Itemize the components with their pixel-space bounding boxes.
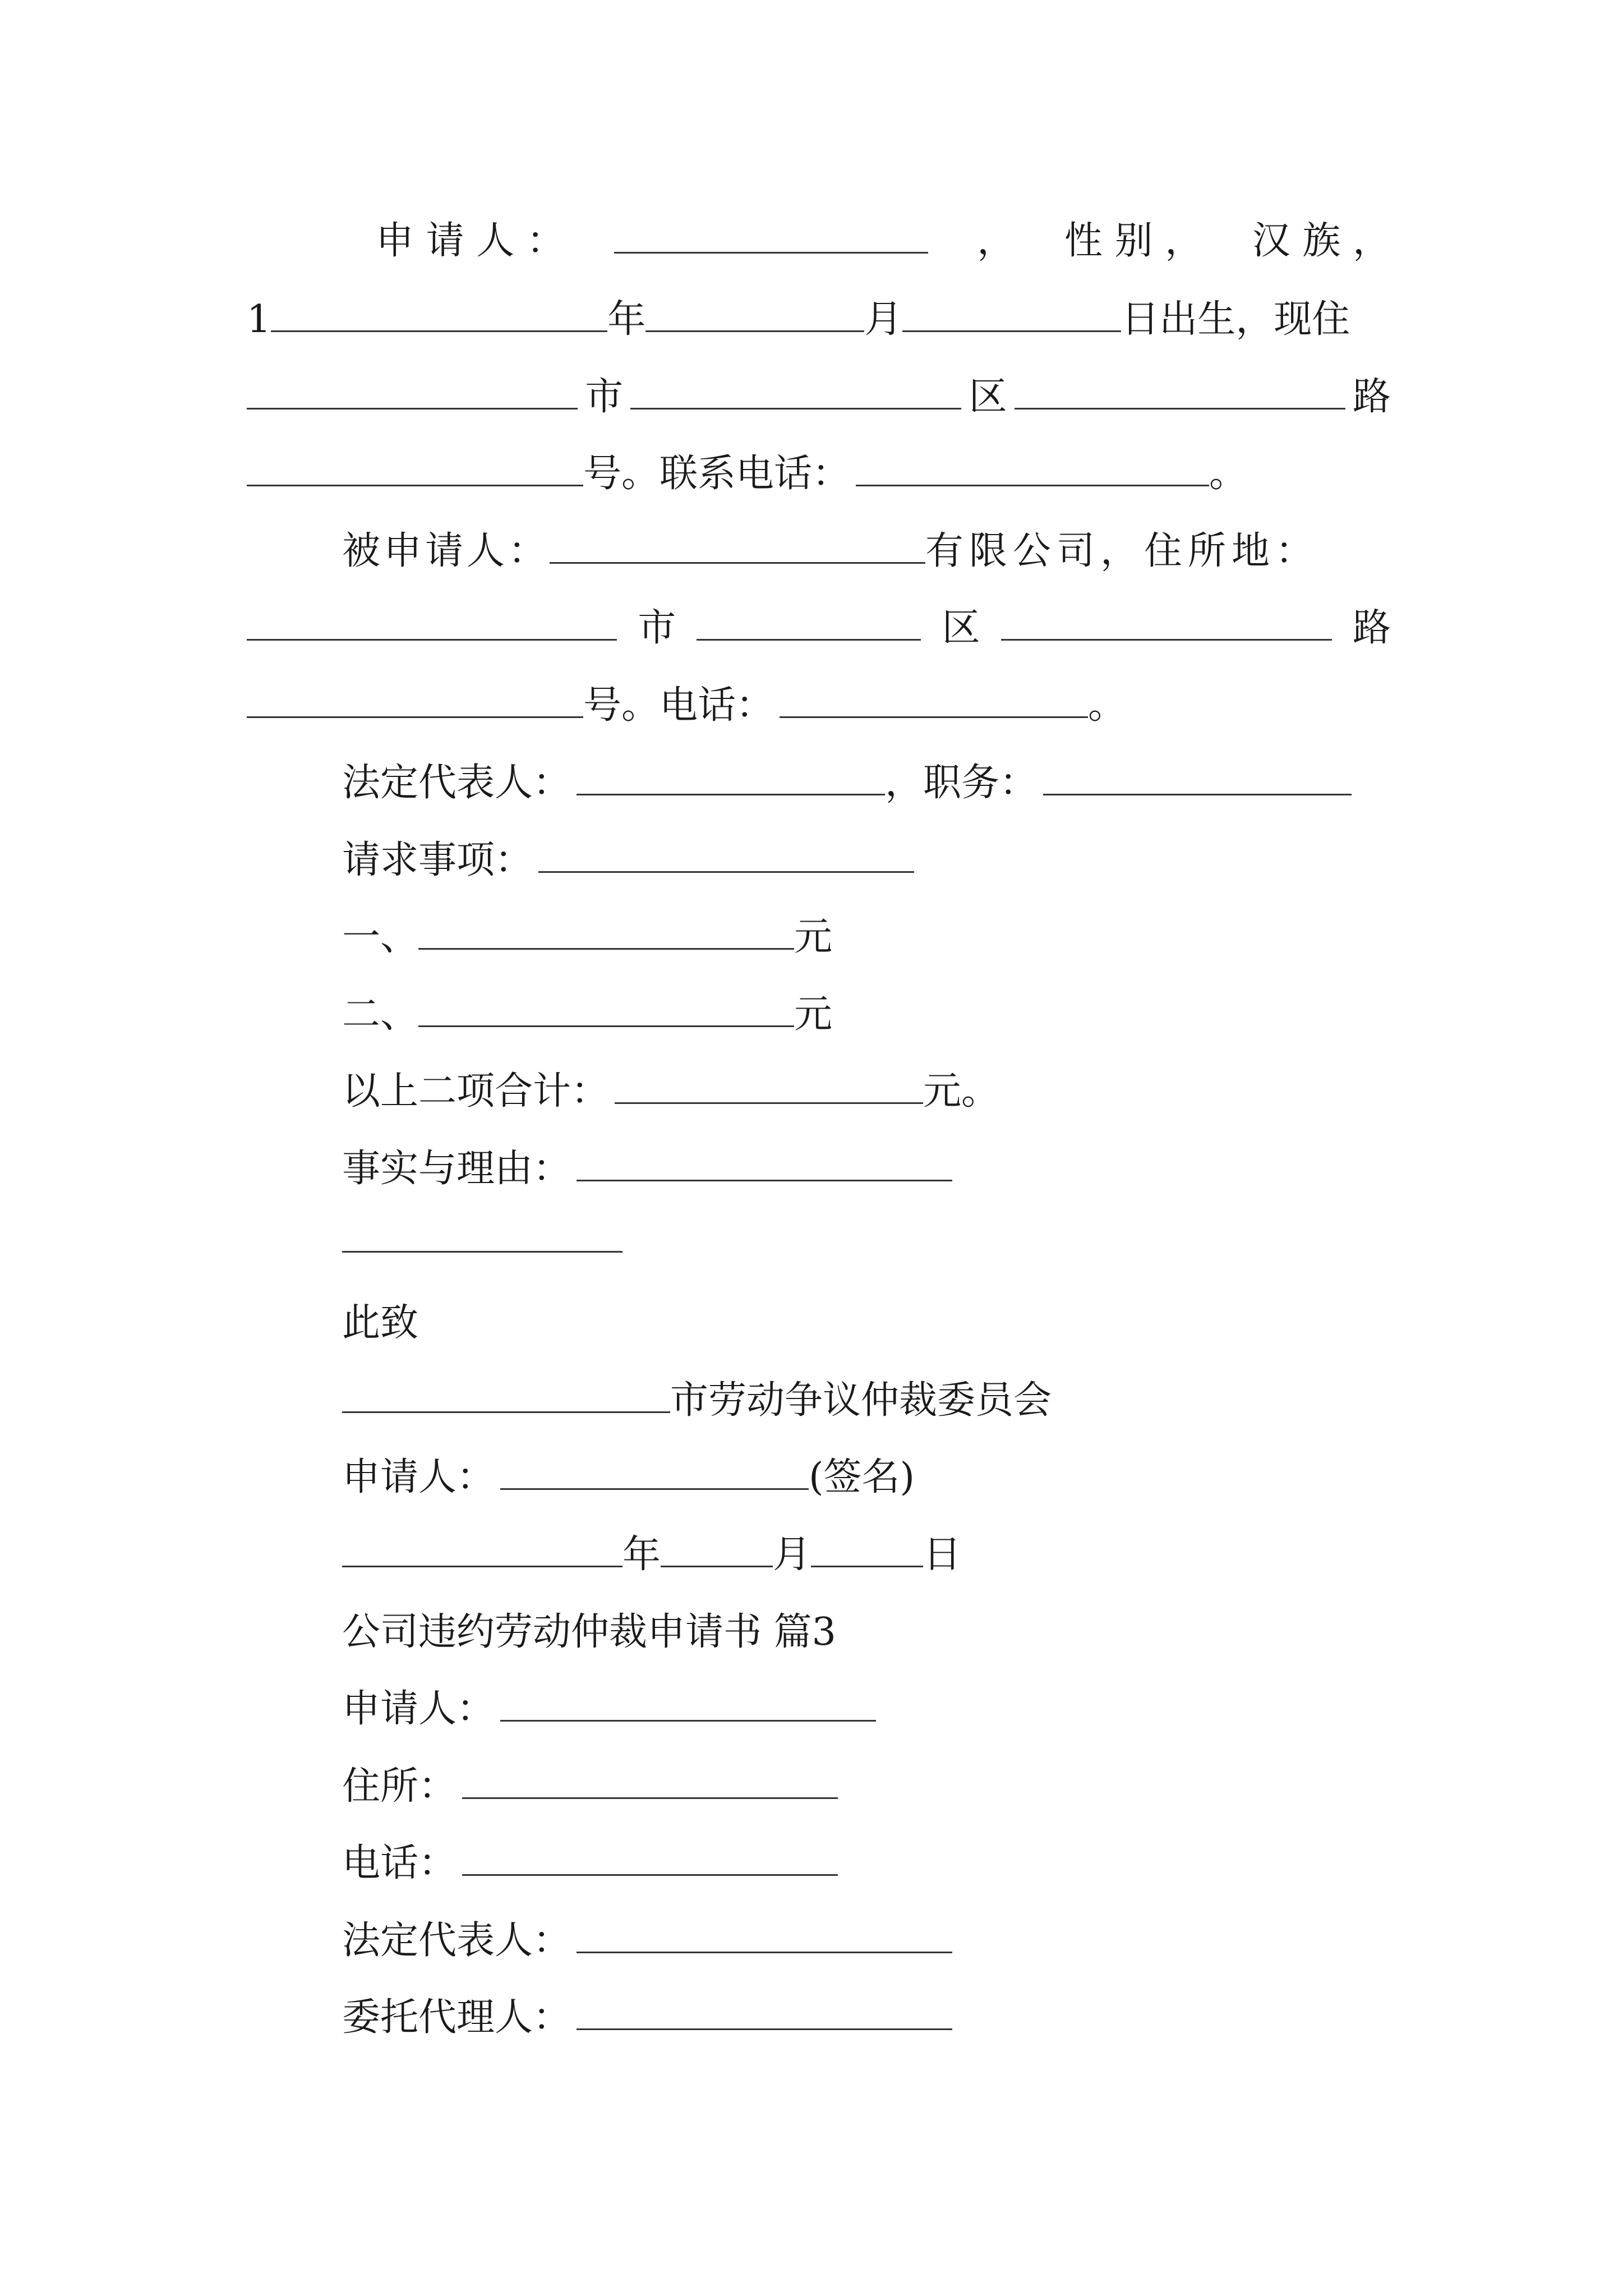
date-day-label: 日 <box>923 1533 962 1577</box>
date-line <box>342 1521 1391 1589</box>
phone-label: 号。联系电话： <box>583 452 851 496</box>
gender-text: 性 别 ， <box>1064 219 1204 263</box>
position-blank <box>1043 754 1352 795</box>
legal-representative-line <box>342 749 1391 817</box>
road-label: 路 <box>1352 375 1391 419</box>
claims-total-line <box>342 1058 1391 1125</box>
comma-separator: ， <box>977 219 1016 263</box>
house-number-blank <box>247 445 583 486</box>
year-label: 年 <box>607 297 646 342</box>
facts-continuation-blank <box>342 1212 623 1253</box>
claim-item-2 <box>342 981 1391 1048</box>
respondent-label: 被申请人： <box>342 529 550 573</box>
ethnicity-text: 汉 族 ， <box>1252 219 1391 263</box>
applicant-line-3 <box>247 364 1391 431</box>
company-address-label: 有限公司，住所地： <box>925 529 1320 573</box>
respondent-road-blank <box>1001 600 1332 641</box>
legal-rep-blank <box>577 754 885 795</box>
claim-item-1-blank <box>418 909 794 950</box>
applicant-label: 申 请 人 ： <box>376 219 565 263</box>
respondent-line-1 <box>342 518 1391 585</box>
respondent-company-blank <box>550 523 925 564</box>
phone-blank <box>856 445 1209 486</box>
respondent-phone-blank <box>780 677 1088 718</box>
claim-item-1 <box>342 904 1391 971</box>
period: 。 <box>1209 452 1248 496</box>
birth-prefix: 1 <box>247 297 271 342</box>
date-month-blank <box>661 1526 773 1567</box>
city-label: 市 <box>585 375 624 419</box>
section-3-title-line <box>342 1599 1391 1666</box>
s3-agent-label: 委托代理人： <box>342 1995 571 2040</box>
date-year-blank <box>342 1526 623 1567</box>
s3-agent-line <box>342 1984 1391 2051</box>
respondent-number-blank <box>247 677 583 718</box>
s3-phone-line <box>342 1830 1391 1897</box>
s3-legal-rep-blank <box>577 1912 952 1953</box>
committee-city-blank <box>342 1372 670 1413</box>
applicant-signature-label: 申请人： <box>342 1455 495 1499</box>
respondent-district-blank <box>697 600 921 641</box>
signature-note: (签名) <box>809 1455 915 1499</box>
date-day-blank <box>811 1526 923 1567</box>
applicant-name-blank <box>614 213 928 254</box>
respondent-line-3 <box>247 672 1391 739</box>
city-blank <box>247 369 578 409</box>
facts-continuation-line <box>342 1212 1391 1279</box>
birth-residence-text: 日出生，现住 <box>1121 297 1350 342</box>
applicant-signature-blank <box>500 1449 809 1490</box>
birth-month-blank <box>645 291 864 332</box>
applicant-line-1 <box>247 208 1391 275</box>
facts-label: 事实与理由： <box>342 1147 571 1191</box>
claims-blank <box>538 832 914 873</box>
respondent-road-label: 路 <box>1352 606 1391 650</box>
s3-phone-blank <box>462 1835 838 1876</box>
month-label: 月 <box>864 297 903 342</box>
greeting-line <box>342 1290 1391 1357</box>
s3-legal-rep-line <box>342 1907 1391 1975</box>
claim-item-2-unit: 元 <box>794 992 833 1037</box>
claims-total-blank <box>615 1063 923 1104</box>
committee-name: 市劳动争议仲裁委员会 <box>670 1378 1052 1423</box>
applicant-signature-line <box>342 1444 1391 1511</box>
district-label: 区 <box>969 375 1007 419</box>
s3-address-blank <box>462 1758 838 1799</box>
date-month-label: 月 <box>773 1533 811 1577</box>
road-blank <box>1015 369 1345 409</box>
respondent-district-label: 区 <box>942 606 980 650</box>
district-blank <box>630 369 961 409</box>
respondent-period: 。 <box>1088 683 1127 728</box>
committee-line <box>342 1367 1391 1434</box>
s3-address-label: 住所： <box>342 1764 457 1809</box>
respondent-phone-label: 号。电话： <box>583 683 774 728</box>
claim-item-1-label: 一、 <box>342 915 419 959</box>
s3-phone-label: 电话： <box>342 1841 457 1885</box>
claim-item-1-unit: 元 <box>794 915 833 959</box>
position-label: ，职务： <box>885 761 1038 805</box>
claim-item-2-blank <box>418 986 794 1027</box>
s3-address-line <box>342 1753 1391 1820</box>
claims-total-label: 以上二项合计： <box>342 1069 610 1114</box>
claims-line <box>342 827 1391 894</box>
respondent-city-blank <box>247 600 617 641</box>
claims-total-unit: 元。 <box>923 1069 1000 1114</box>
applicant-line-4 <box>247 440 1391 508</box>
birth-day-blank <box>902 291 1121 332</box>
s3-applicant-line <box>342 1676 1391 1743</box>
section-3-title: 公司违约劳动仲裁申请书 篇3 <box>342 1610 836 1654</box>
respondent-city-label: 市 <box>638 606 676 650</box>
claim-item-2-label: 二、 <box>342 992 419 1037</box>
facts-line <box>342 1135 1391 1203</box>
legal-rep-label: 法定代表人： <box>342 761 571 805</box>
facts-blank <box>577 1140 952 1181</box>
s3-legal-rep-label: 法定代表人： <box>342 1918 571 1963</box>
claims-label: 请求事项： <box>342 838 533 882</box>
s3-agent-blank <box>577 1989 952 2030</box>
applicant-line-2 <box>247 286 1391 353</box>
birth-year-blank <box>271 291 607 332</box>
s3-applicant-label: 申请人： <box>342 1687 495 1731</box>
s3-applicant-blank <box>500 1681 876 1722</box>
respondent-line-2 <box>247 595 1391 662</box>
date-year-label: 年 <box>623 1533 661 1577</box>
greeting-text: 此致 <box>342 1301 419 1345</box>
